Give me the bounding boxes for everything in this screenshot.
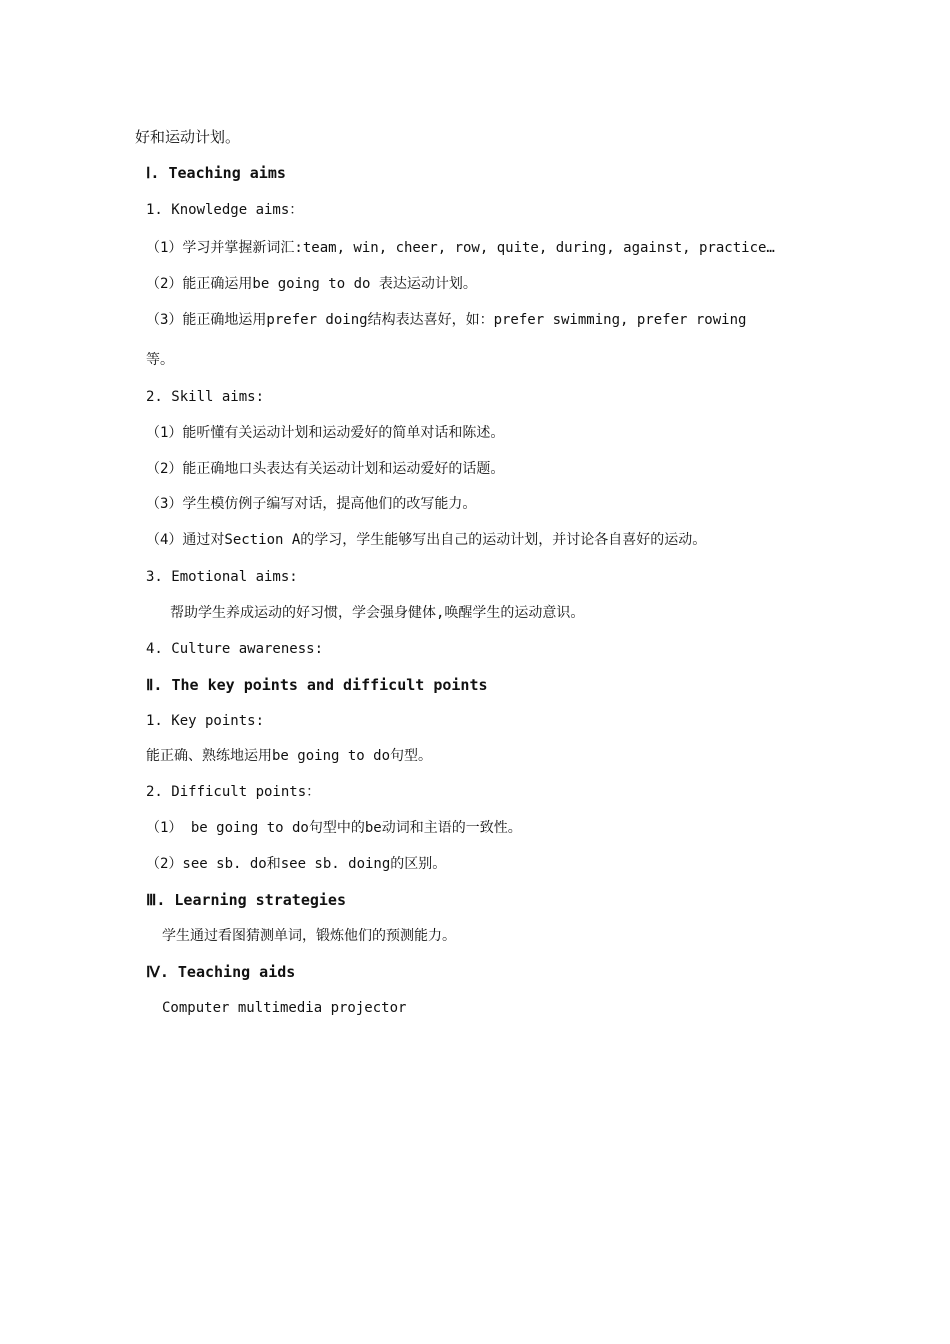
section-heading-learning-strategies: Ⅲ. Learning strategies (146, 891, 346, 909)
knowledge-aim-item: （3）能正确地运用prefer doing结构表达喜好，如：prefer swimming, prefer rowing (146, 312, 747, 328)
difficult-point-item: （2）see sb. do和see sb. doing的区别。 (146, 856, 447, 872)
skill-aim-item: （1）能听懂有关运动计划和运动爱好的简单对话和陈述。 (146, 425, 505, 441)
intro-tail-text: 好和运动计划。 (135, 128, 241, 146)
emotional-aims-text: 帮助学生养成运动的好习惯，学会强身健体,唤醒学生的运动意识。 (170, 605, 585, 621)
key-points-text: 能正确、熟练地运用be going to do句型。 (146, 748, 433, 764)
skill-aim-item: （4）通过对Section A的学习，学生能够写出自己的运动计划，并讨论各自喜好的运动。 (146, 532, 707, 548)
teaching-aids-text: Computer multimedia projector (162, 1000, 407, 1016)
knowledge-aims-title: 1. Knowledge aims： (146, 202, 304, 218)
skill-aims-title: 2. Skill aims: (146, 389, 265, 405)
knowledge-aim-item: （1）学习并掌握新词汇:team, win, cheer, row, quite, during, against, practice… (146, 240, 775, 256)
difficult-points-title: 2. Difficult points： (146, 784, 321, 800)
section-heading-teaching-aims: Ⅰ. Teaching aims (146, 164, 286, 182)
skill-aim-item: （3）学生模仿例子编写对话，提高他们的改写能力。 (146, 496, 477, 512)
section-heading-key-points: Ⅱ. The key points and difficult points (146, 676, 488, 694)
key-points-title: 1. Key points: (146, 713, 265, 729)
knowledge-aim-item: （2）能正确运用be going to do 表达运动计划。 (146, 276, 477, 292)
skill-aim-item: （2）能正确地口头表达有关运动计划和运动爱好的话题。 (146, 461, 505, 477)
learning-strategies-text: 学生通过看图猜测单词，锻炼他们的预测能力。 (162, 928, 456, 944)
difficult-point-item: （1） be going to do句型中的be动词和主语的一致性。 (146, 820, 522, 836)
knowledge-aim-item: 等。 (146, 352, 174, 368)
emotional-aims-title: 3. Emotional aims: (146, 569, 298, 585)
section-heading-teaching-aids: Ⅳ. Teaching aids (146, 963, 296, 981)
culture-awareness-title: 4. Culture awareness: (146, 641, 324, 657)
